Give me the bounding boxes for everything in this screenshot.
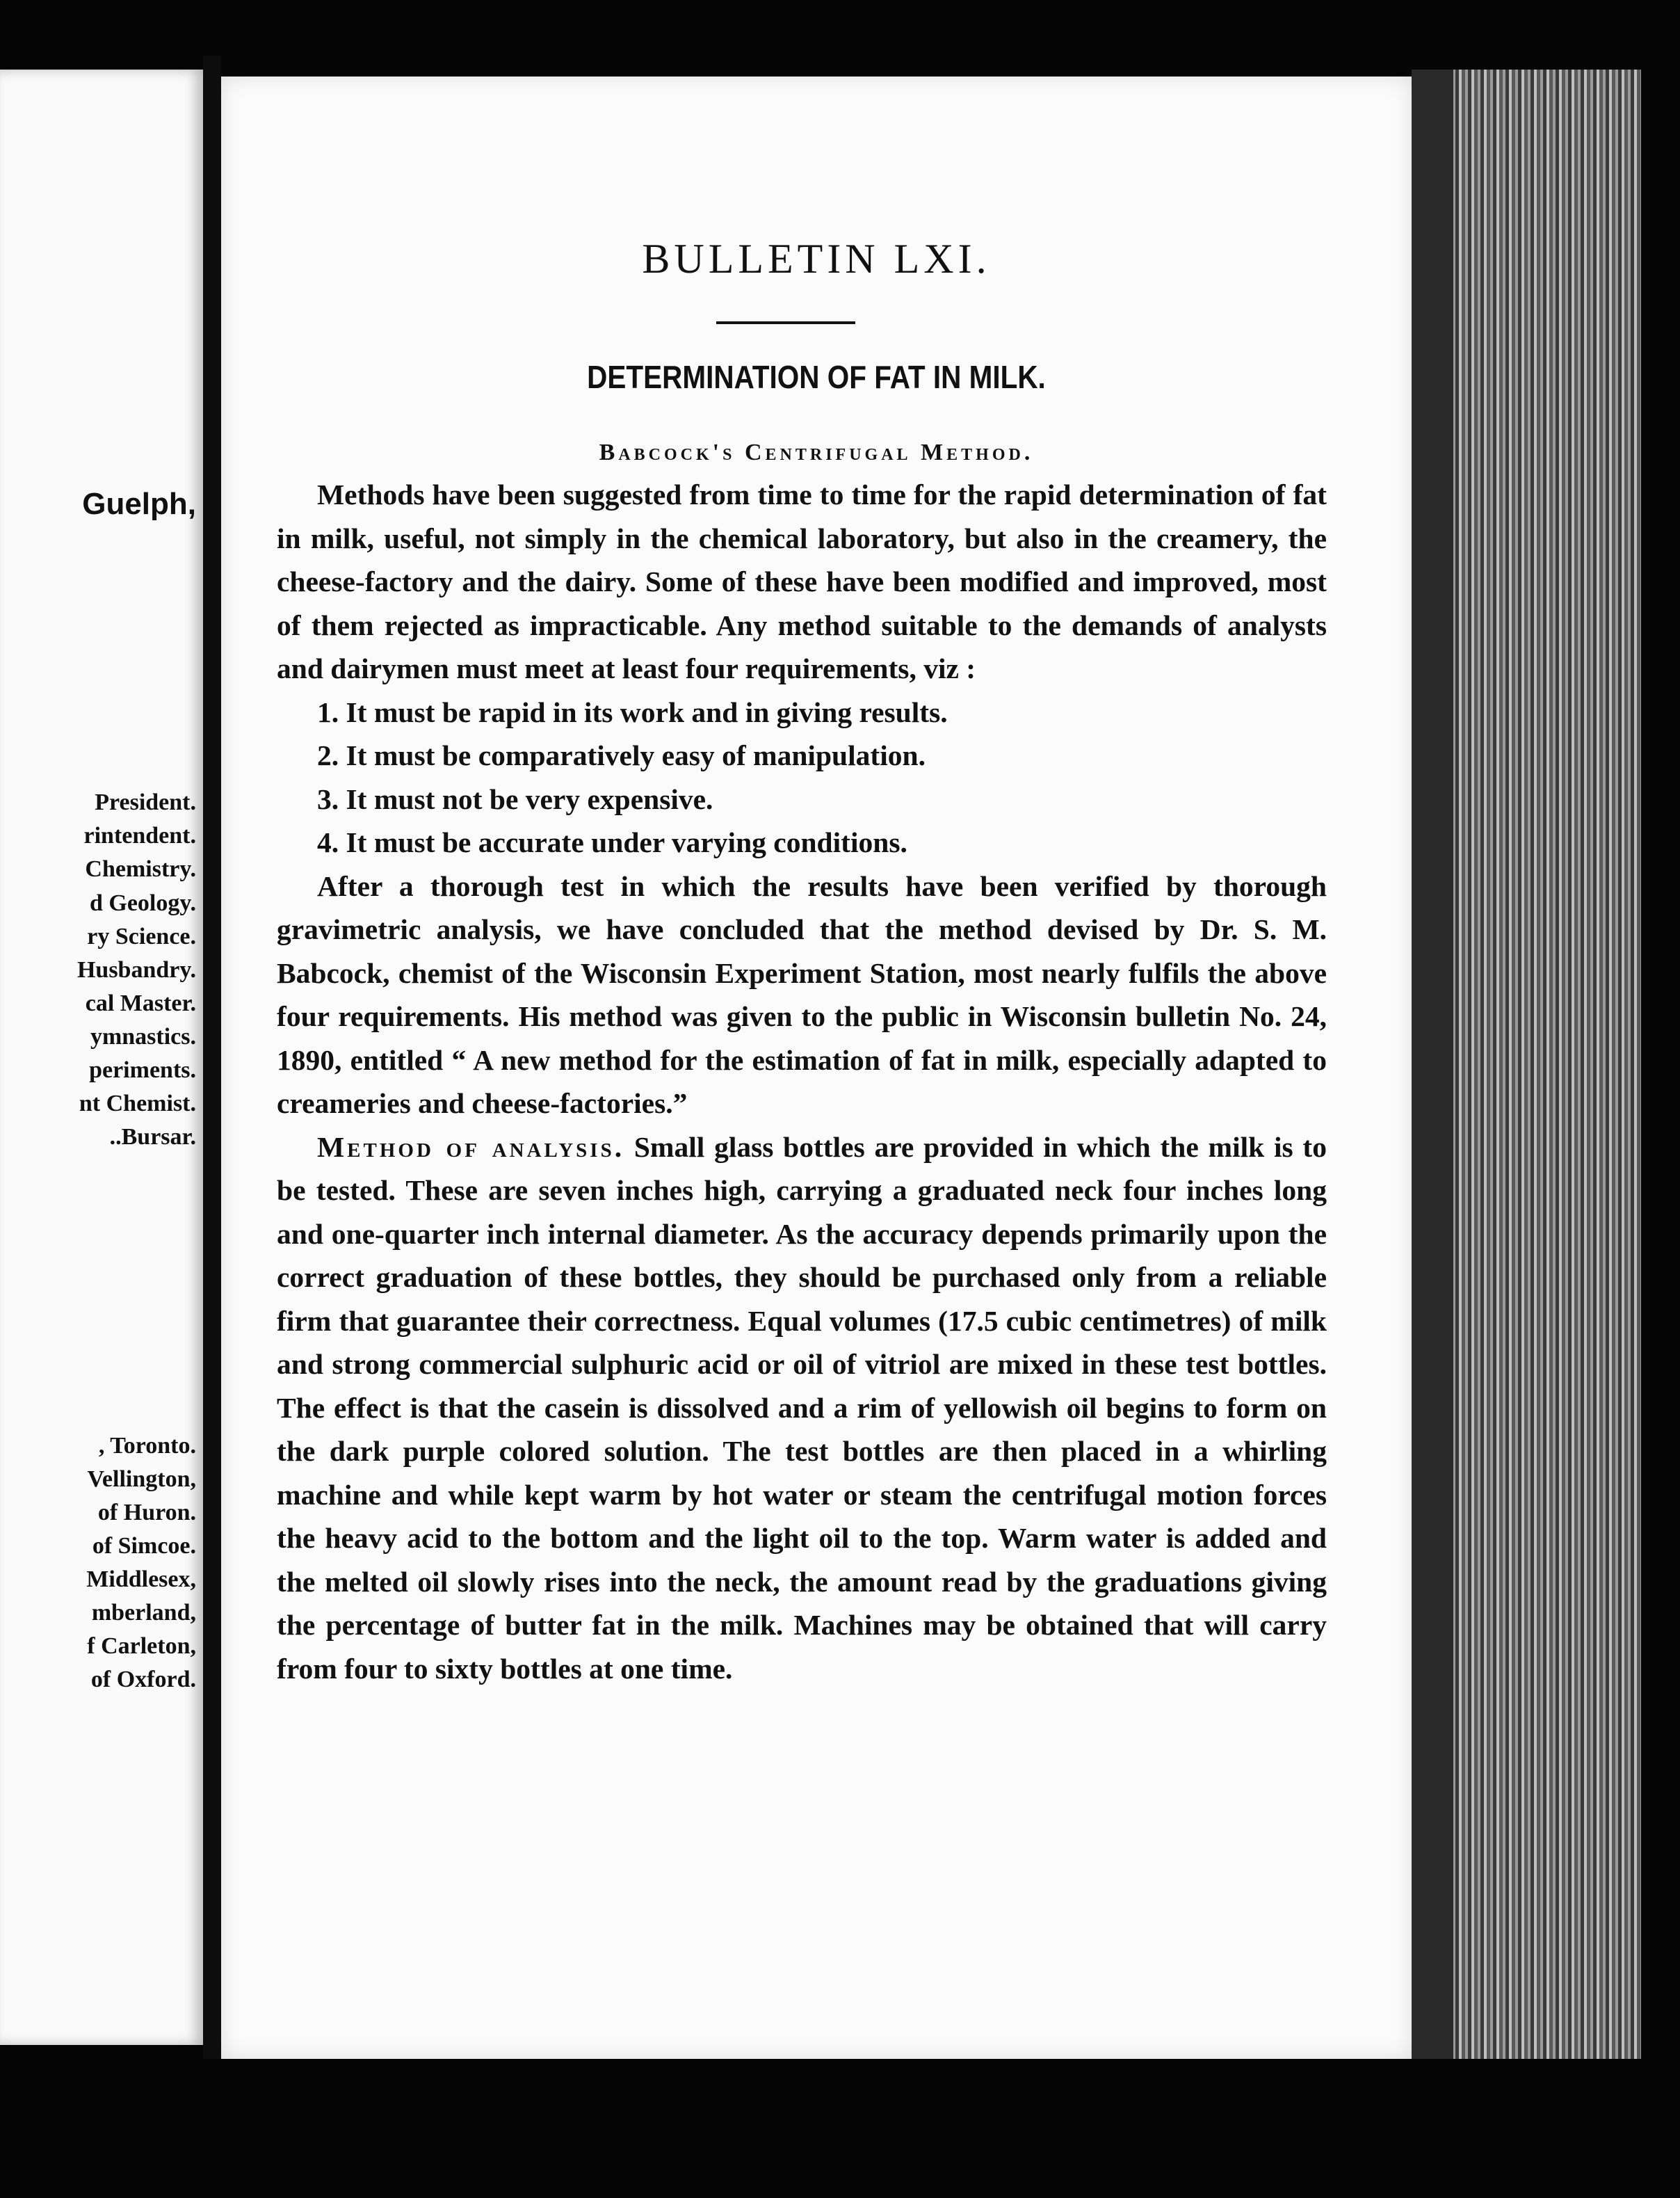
requirements-list (277, 691, 1327, 865)
left-page-text: rintendent. (83, 823, 196, 849)
left-page-text: d Geology. (89, 890, 196, 916)
requirement-item: 1. It must be rapid in its work and in giving results. (317, 696, 948, 728)
article-heading: DETERMINATION OF FAT IN MILK. (587, 359, 1046, 395)
left-page-text: f Carleton, (87, 1633, 196, 1659)
left-page-text: nt Chemist. (79, 1091, 196, 1116)
main-page (221, 77, 1412, 2059)
page-edges (1412, 70, 1641, 2059)
left-page-text: Middlesex, (86, 1566, 196, 1592)
method-lead: Method of analysis. (317, 1130, 625, 1163)
left-page-text: periments. (89, 1057, 196, 1083)
left-page-text: cal Master. (85, 990, 196, 1016)
requirement-item: 2. It must be comparatively easy of manipulation. (317, 739, 926, 771)
left-page-text: Guelph, (82, 487, 196, 521)
left-page-text: ..Bursar. (109, 1124, 196, 1150)
article-body (277, 473, 1327, 1690)
left-page-text: President. (95, 789, 196, 815)
left-page-text: Chemistry. (85, 856, 196, 882)
left-page-text: ry Science. (87, 924, 196, 949)
left-page-text: ymnastics. (90, 1024, 196, 1050)
title-rule (716, 321, 855, 324)
book-gutter (203, 56, 221, 2059)
left-page-text: Husbandry. (76, 957, 196, 983)
bulletin-title: BULLETIN LXI. (642, 236, 991, 282)
left-page-fragment (0, 70, 203, 2045)
left-page-text: of Simcoe. (92, 1533, 196, 1559)
method-text: Small glass bottles are provided in which the milk is to be tested. These are seven inches high, carrying a graduated neck four inches long and one-quarter inch internal diameter. As the accuracy depends primarily upon the correct graduation of these bottles, they should be purchased only from a reliable firm that guarantee their correctness. Equal volumes (17.5 cubic centimetres) of milk and strong commercial sulphuric acid or oil of vitriol are mixed in these test bottles. The effect is that the casein is dissolved and a rim of yellowish oil begins to form on the dark purple colored solution. The test bottles are then placed in a whirling machine and while kept warm by hot water or steam the centrifugal motion forces the heavy acid to the bottom and the light oil to the top. Warm water is added and the melted oil slowly rises into the neck, the amount read by the graduations giving the percentage of butter fat in the milk. Machines may be obtained that will carry from four to sixty bottles at one time. (277, 1130, 1327, 1685)
requirement-item: 4. It must be accurate under varying conditions. (317, 826, 907, 858)
left-page-text: mberland, (91, 1600, 196, 1626)
left-page-text: of Oxford. (90, 1667, 196, 1692)
method-subheading: Babcock's Centrifugal Method. (599, 440, 1034, 465)
left-page-text: of Huron. (97, 1500, 196, 1525)
left-page-text: , Toronto. (98, 1433, 196, 1459)
method-paragraph (277, 1125, 1327, 1691)
left-page-text: Vellington, (87, 1466, 196, 1492)
intro-paragraph: Methods have been suggested from time to time for the rapid determination of fat in milk, useful, not simply in the chemical laboratory, but also in the creamery, the cheese-factory and the dairy. Some of these have been modified and improved, most of them rejected as impracticable. Any method suitable to the demands of analysts and dairymen must meet at least four requirements, viz : (277, 479, 1327, 684)
conclusion-paragraph: After a thorough test in which the results have been verified by thorough gravimetric analysis, we have concluded that the method devised by Dr. S. M. Babcock, chemist of the Wisconsin Experiment Station, most nearly fulfils the above four requirements. His method was given to the public in Wisconsin bulletin No. 24, 1890, entitled “ A new method for the estimation of fat in milk, especially adapted to creameries and cheese-factories.” (277, 869, 1327, 1119)
requirement-item: 3. It must not be very expensive. (317, 783, 713, 815)
